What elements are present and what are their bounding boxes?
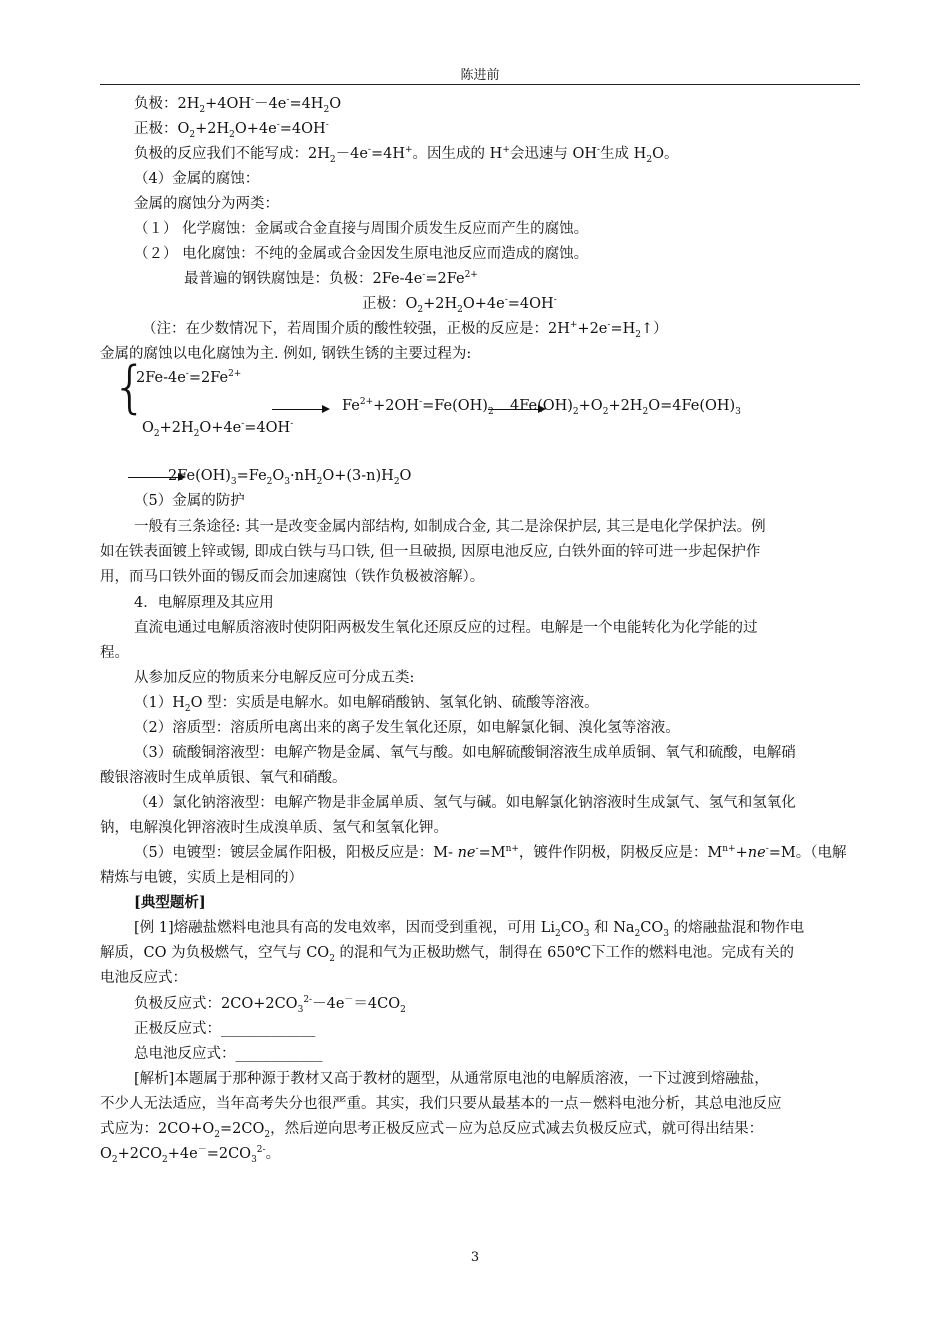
steel-corrosion-cathode: 正极：$O_2+2H_2O+4e^-=4OH^-$ [362, 295, 557, 315]
page-header-author: 陈进前 [460, 68, 500, 83]
chemical-corrosion: （１） 化学腐蚀：金属或合金直接与周围介质发生反应而产生的腐蚀。 [134, 221, 589, 237]
protection-paragraph-line1: 一般有三条途径: 其一是改变金属内部结构, 如制成合金, 其二是涂保护层, 其三是电化学保护法。例 [134, 519, 766, 535]
analysis-line1: [解析]本题属于那种源于教材又高于教材的题型，从通常原电池的电解质溶液，一下过渡到熔融盐， [134, 1071, 769, 1087]
rust-step-ferric-hydroxide: $4Fe(OH)_2+O_2+2H_2O=4Fe(OH)_3$ [510, 398, 741, 417]
overall-answer-blank[interactable]: ____________ [235, 1046, 323, 1062]
example1-cathode-reaction: 正极反应式：_____________ [134, 1021, 316, 1037]
electrochemical-corrosion: （２） 电化腐蚀：不纯的金属或合金因发生原电池反应而造成的腐蚀。 [134, 246, 589, 262]
rust-step-rust-formation: $2Fe(OH)_3=Fe_2O_3\cdot nH_2O+(3-n)H_2O$ [168, 468, 412, 487]
header-rule [100, 84, 860, 85]
corrosion-types-intro: 金属的腐蚀分为两类： [134, 196, 279, 212]
example1-line1: [例 1]熔融盐燃料电池具有高的发电效率，因而受到重视，可用 $Li_2CO_3$ 和 $Na_2CO_3$ 的熔融盐混和物作电 [134, 920, 805, 939]
section-electrolysis-heading: 4．电解原理及其应用 [134, 595, 274, 611]
protection-paragraph-line2: 如在铁表面镀上锌或锡, 即成白铁与马口铁, 但一旦破损, 因原电池反应, 白铁外面的锌可进一步起保护作 [100, 544, 761, 560]
electrolysis-type-copper-sulfate-line1: （3）硫酸铜溶液型：电解产物是金属、氧气与酸。如电解硫酸铜溶液生成单质铜、氧气和硫酸，电解硝 [134, 745, 796, 761]
example1-line3: 电池反应式： [100, 970, 187, 986]
example1-anode-reaction: 负极反应式：$2CO+2CO_3^{2-}-4e^-=4CO_2$ [134, 995, 406, 1015]
analysis-line3: 式应为：$2CO+O_2=2CO_2$，然后逆向思考正极反应式－应为总反应式减去负极反应式，就可得出结果： [100, 1121, 764, 1140]
electrolysis-type-solute: （2）溶质型：溶质所电离出来的离子发生氧化还原，如电解氯化铜、溴化氢等溶液。 [134, 720, 680, 736]
rust-step-anode: $2Fe-4e^-=2Fe^{2+}$ [136, 369, 242, 386]
rust-step-ferrous-hydroxide: $Fe^{2+}+2OH^-=Fe(OH)_2$ [342, 397, 494, 417]
example1-overall-reaction: 总电池反应式：____________ [134, 1046, 323, 1062]
cathode-equation: 正极：$O_2+2H_2O+4e^-=4OH^-$ [134, 120, 329, 140]
electrolysis-type-sodium-chloride-line1: （4）氯化钠溶液型：电解产物是非金属单质、氢气与碱。如电解氯化钠溶液时生成氯气、氢气和氢氧化 [134, 795, 796, 811]
electrolysis-type-sodium-chloride-line2: 钠，电解溴化钾溶液时生成溴单质、氢气和氢氧化钾。 [100, 820, 448, 836]
reaction-arrow-1 [272, 409, 328, 410]
electrolysis-type-plating-line2: 精炼与电镀，实质上是相同的） [100, 870, 303, 886]
electrolysis-types-intro: 从参加反应的物质来分电解反应可分成五类: [134, 670, 415, 686]
cathode-answer-blank[interactable]: _____________ [221, 1021, 316, 1037]
protection-paragraph-line3: 用，而马口铁外面的锡反而会加速腐蚀（铁作负极被溶解）。 [100, 569, 485, 585]
electrolysis-definition-line2: 程。 [100, 645, 129, 661]
rusting-intro: 金属的腐蚀以电化腐蚀为主. 例如, 钢铁生锈的主要过程为: [100, 346, 472, 362]
acidic-note: （注：在少数情况下，若周围介质的酸性较强，正极的反应是：$2H^++2e^-=H_2↑$） [142, 320, 668, 340]
analysis-result: $O_2+2CO_2+4e^-=2CO_3^{2-}$。 [100, 1145, 281, 1165]
electrolysis-type-water: $(1)H_2O$ 型：实质是电解水。如电解硝酸钠、氢氧化钠、硫酸等溶液。 [134, 695, 599, 714]
anode-equation: 负极：$2H_2+4OH^--4e^-=4H_2O$ [134, 95, 342, 115]
section-typical-problems: [典型题析] [134, 894, 206, 911]
electrolysis-definition-line1: 直流电通过电解质溶液时使阴阳两极发生氧化还原反应的过程。电解是一个电能转化为化学能的过 [134, 620, 758, 636]
electrolysis-type-copper-sulfate-line2: 酸银溶液时生成单质银、氧气和硝酸。 [100, 770, 347, 786]
steel-corrosion-anode: 最普遍的钢铁腐蚀是：负极：$2Fe-4e^-=2Fe^{2+}$ [184, 270, 478, 287]
page-number: 3 [470, 1250, 480, 1265]
section-corrosion-heading: （4）金属的腐蚀： [134, 171, 260, 187]
electrolysis-type-plating-line1: （5）电镀型：镀层金属作阳极，阳极反应是：M- $ne^-=M^{n+}$，镀件作阴极，阴极反应是：$M^{n+}+ne^-=M$。（电解 [134, 844, 847, 861]
rust-step-cathode: $O_2+2H_2O+4e^-=4OH^-$ [142, 419, 294, 439]
example1-line2: 解质，CO 为负极燃气，空气与 $CO_2$ 的混和气为正极助燃气，制得在 650℃下工作的燃料电池。完成有关的 [100, 945, 795, 964]
anode-note: 负极的反应我们不能写成：$2H_2-4e^-=4H^+$。因生成的 H+会迅速与 OH-生成 $H_2O$。 [134, 145, 679, 165]
section-protection-heading: （5）金属的防护 [134, 493, 245, 509]
reaction-brace: { [112, 355, 148, 420]
analysis-line2: 不少人无法适应，当年高考失分也很严重。其实，我们只要从最基本的一点－燃料电池分析，其总电池反应 [100, 1096, 782, 1112]
